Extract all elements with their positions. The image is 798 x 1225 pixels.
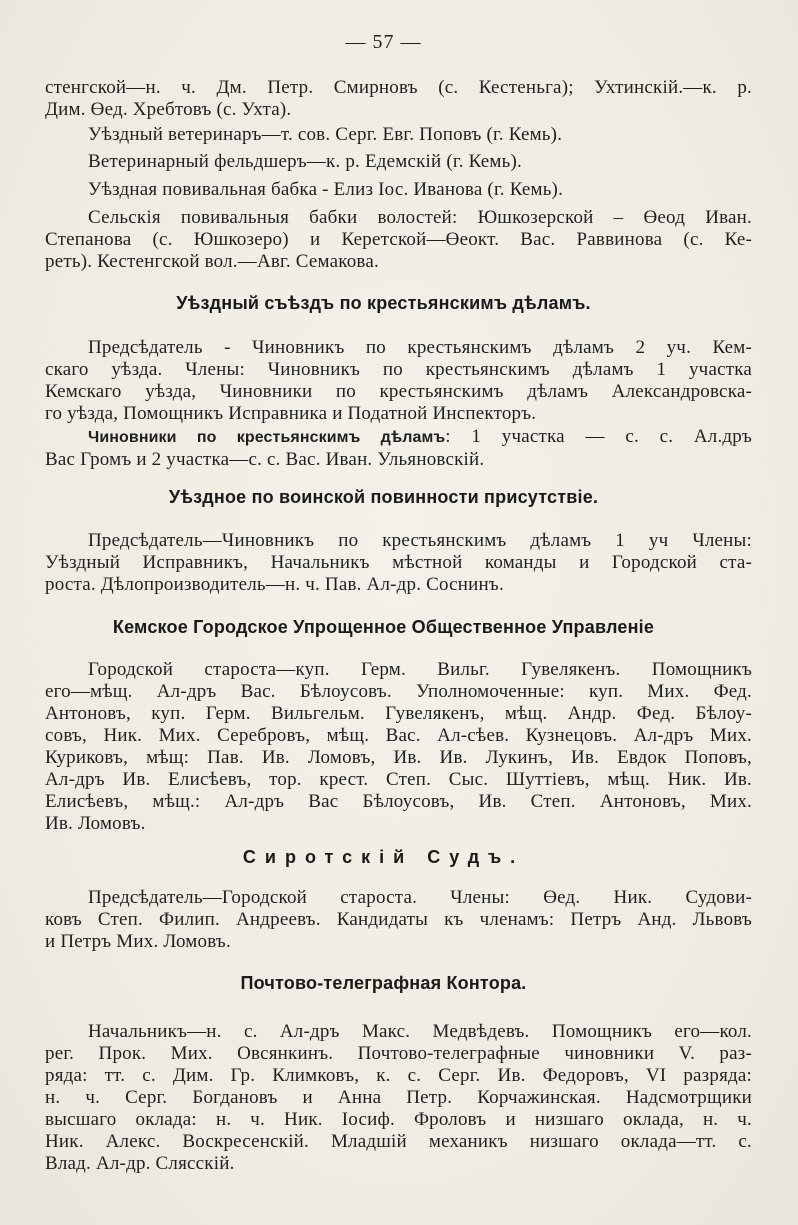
paragraph [45, 659, 752, 835]
paragraph-line: Ник. Алекс. Воскресенскій. Младшій механикъ низшаго оклада—тт. с. [45, 1131, 752, 1152]
paragraph-line: Предсѣдатель - Чиновникъ по крестьянскимъ дѣламъ 2 уч. Кем- [88, 337, 752, 358]
paragraph-line: роста. Дѣлопроизводитель—н. ч. Пав. Ал-др. Соснинъ. [45, 574, 504, 595]
paragraph-line: высшаго оклада: н. ч. Ник. Іосиф. Фроловъ и низшаго оклада, н. ч. [45, 1109, 752, 1130]
paragraph-line: Антоновъ, куп. Герм. Вильгельм. Гувелякенъ, мѣщ. Андр. Фед. Бѣлоу- [45, 703, 752, 724]
page-number: — 57 — [345, 31, 422, 53]
paragraph-line: Кемскаго уѣзда, Чиновники по крестьянскимъ дѣламъ Александровска- [45, 381, 752, 402]
paragraph [45, 1021, 752, 1175]
paragraph [45, 151, 752, 173]
paragraph-line: скаго уѣзда. Члены: Чиновникъ по крестьянскимъ дѣламъ 1 участка [45, 359, 752, 380]
paragraph-line: Куриковъ, мѣщ: Пав. Ив. Ломовъ, Ив. Ив. Лукинъ, Ив. Евдок Поповъ, [45, 747, 752, 768]
paragraph-line [45, 426, 752, 449]
section-heading: Уѣздный съѣздъ по крестьянскимъ дѣламъ. [176, 293, 591, 313]
paragraph [45, 426, 752, 471]
section-heading: Уѣздное по воинской повинности присутствіе. [168, 487, 599, 507]
paragraph [45, 530, 752, 596]
paragraph-line: го уѣзда, Помощникъ Исправника и Податной Инспекторъ. [45, 403, 537, 424]
section-heading: Почтово-телеграфная Контора. [240, 973, 527, 993]
paragraph [45, 179, 752, 201]
paragraph-line: Влад. Ал-др. Слясскій. [45, 1153, 235, 1174]
paragraph-line: Городской староста—куп. Герм. Вильг. Гувелякенъ. Помощникъ [88, 659, 752, 680]
paragraph-lead: Чиновники по крестьянскимъ дѣламъ [88, 429, 446, 446]
paragraph-line: Уѣздная повивальная бабка - Елиз Іос. Иванова (г. Кемь). [88, 179, 564, 200]
paragraph-line: Елисѣевъ, мѣщ.: Ал-дръ Вас Бѣлоусовъ, Ив. Степ. Антоновъ, Мих. [45, 791, 752, 812]
paragraph-line: Ветеринарный фельдшеръ—к. р. Едемскій (г. Кемь). [88, 151, 522, 172]
paragraph-line: его—мѣщ. Ал-дръ Вас. Бѣлоусовъ. Уполномоченные: куп. Мих. Фед. [45, 681, 752, 702]
paragraph [45, 124, 752, 146]
paragraph-line: Предсѣдатель—Чиновникъ по крестьянскимъ дѣламъ 1 уч Члены: [88, 530, 752, 551]
paragraph-line: ковъ Степ. Филип. Андреевъ. Кандидаты къ членамъ: Петръ Анд. Львовъ [45, 909, 752, 930]
paragraph-line-text: : 1 участка — с. с. Ал.дръ [445, 426, 752, 447]
paragraph-line: реть). Кестенгской вол.—Авг. Семакова. [45, 251, 379, 272]
paragraph-line: и Петръ Мих. Ломовъ. [45, 931, 231, 952]
paragraph [45, 207, 752, 273]
paragraph-line: Степанова (с. Юшкозеро) и Керетской—Өеокт. Вас. Раввинова (с. Ке- [45, 229, 752, 250]
paragraph [45, 337, 752, 425]
paragraph-line: Начальникъ—н. с. Ал-дръ Макс. Медвѣдевъ. Помощникъ его—кол. [88, 1021, 752, 1042]
paragraph-line: Дим. Өед. Хребтовъ (с. Ухта). [45, 99, 292, 120]
paragraph-line: Ив. Ломовъ. [45, 813, 146, 834]
paragraph-line: Вас Громъ и 2 участка—с. с. Вас. Иван. Ульяновскій. [45, 449, 485, 470]
section-heading: Сиротскій Судъ. [242, 847, 525, 867]
paragraph-line: Предсѣдатель—Городской староста. Члены: Өед. Ник. Судови- [88, 887, 752, 908]
paragraph-line: стенгской—н. ч. Дм. Петр. Смирновъ (с. Кестеньга); Ухтинскій.—к. р. [45, 77, 752, 98]
paragraph-line: Уѣздный Исправникъ, Начальникъ мѣстной команды и Городской ста- [45, 552, 752, 573]
paragraph-line: рег. Прок. Мих. Овсянкинъ. Почтово-телеграфные чиновники V. раз- [45, 1043, 752, 1064]
paragraph [45, 887, 752, 953]
paragraph-line: Уѣздный ветеринаръ—т. сов. Серг. Евг. Поповъ (г. Кемь). [88, 124, 563, 145]
paragraph-line: Ал-дръ Ив. Елисѣевъ, тор. крест. Степ. Сыс. Шуттіевъ, мѣщ. Ник. Ив. [45, 769, 752, 790]
paragraph-line: Сельскія повивальныя бабки волостей: Юшкозерской – Өеод Иван. [88, 207, 752, 228]
paragraph [45, 77, 752, 121]
paragraph-line: ряда: тт. с. Дим. Гр. Климковъ, к. с. Серг. Ив. Федоровъ, VI разряда: [45, 1065, 752, 1086]
section-heading: Кемское Городское Упрощенное Общественное Управленіе [112, 617, 655, 637]
paragraph-line: совъ, Ник. Мих. Серебровъ, мѣщ. Вас. Ал-сѣев. Кузнецовъ. Ал-дръ Мих. [45, 725, 752, 746]
paragraph-line: н. ч. Серг. Богдановъ и Анна Петр. Корчажинская. Надсмотрщики [45, 1087, 752, 1108]
